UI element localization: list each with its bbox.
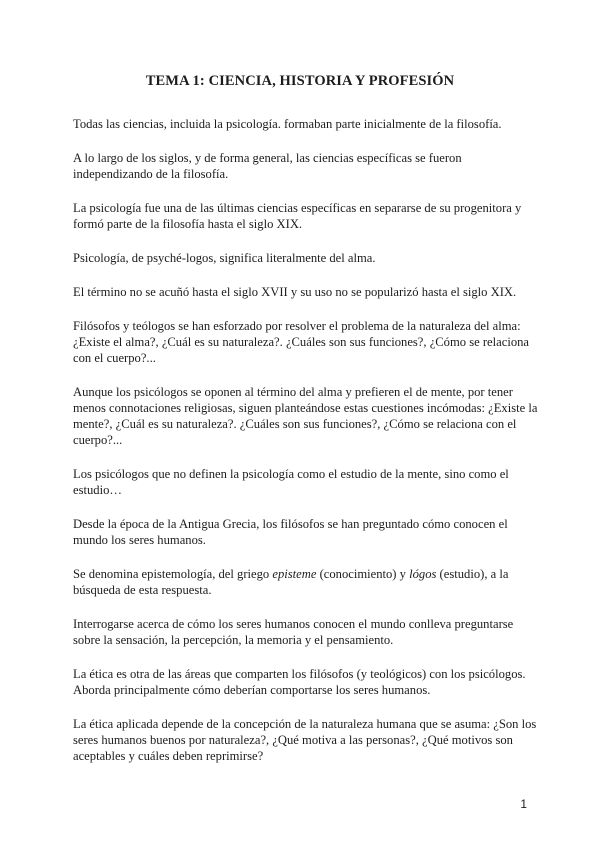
paragraph-text: (conocimiento) y	[316, 567, 410, 581]
greek-term-logos: lógos	[409, 567, 437, 581]
page-title: TEMA 1: CIENCIA, HISTORIA Y PROFESIÓN	[145, 73, 455, 89]
page-number: 1	[520, 797, 527, 811]
paragraph: Desde la época de la Antigua Grecia, los filósofos se han preguntado cómo conocen el mundo los seres humanos.	[73, 517, 508, 547]
paragraph: El término no se acuñó hasta el siglo XVII y su uso no se popularizó hasta el siglo XIX.	[73, 285, 517, 299]
greek-term-episteme: episteme	[272, 567, 317, 581]
paragraph: Filósofos y teólogos se han esforzado por resolver el problema de la naturaleza del alma: ¿Existe el alma?, ¿Cuál es su naturaleza?. ¿Cuáles son sus funciones?, ¿Cómo se relaciona con el cuerpo?...	[73, 319, 530, 365]
paragraph: Los psicólogos que no definen la psicología como el estudio de la mente, sino como el estudio…	[73, 467, 509, 497]
paragraph-text: (estudio), a la búsqueda de esta respuesta.	[73, 567, 509, 597]
paragraph: La ética aplicada depende de la concepción de la naturaleza humana que se asuma: ¿Son los seres humanos buenos por naturaleza?, ¿Qué motiva a las personas?, ¿Qué motivos son aceptables y cuáles deben reprimirse?	[73, 717, 537, 763]
paragraph-epistemology	[73, 566, 543, 598]
paragraph: Interrogarse acerca de cómo los seres humanos conocen el mundo conlleva preguntarse sobre la sensación, la percepción, la memoria y el pensamiento.	[73, 617, 514, 647]
paragraph: Psicología, de psyché-logos, significa literalmente del alma.	[73, 251, 376, 265]
paragraph: Aunque los psicólogos se oponen al término del alma y prefieren el de mente, por tener menos connotaciones religiosas, siguen planteándose estas cuestiones incómodas: ¿Existe la mente?, ¿Cuál es su naturaleza?. ¿Cuáles son sus funciones?, ¿Cómo se relaciona con el cuerpo?...	[73, 385, 538, 447]
paragraph: Todas las ciencias, incluida la psicología. formaban parte inicialmente de la filosofía.	[73, 117, 502, 131]
paragraph-text: Se denomina epistemología, del griego	[73, 567, 273, 581]
document-body	[73, 116, 543, 782]
paragraph: La psicología fue una de las últimas ciencias específicas en separarse de su progenitora y formó parte de la filosofía hasta el siglo XIX.	[73, 201, 522, 231]
paragraph: A lo largo de los siglos, y de forma general, las ciencias específicas se fueron independizando de la filosofía.	[73, 151, 462, 181]
paragraph: La ética es otra de las áreas que comparten los filósofos (y teológicos) con los psicólogos. Aborda principalmente cómo deberían comportarse los seres humanos.	[73, 667, 526, 697]
